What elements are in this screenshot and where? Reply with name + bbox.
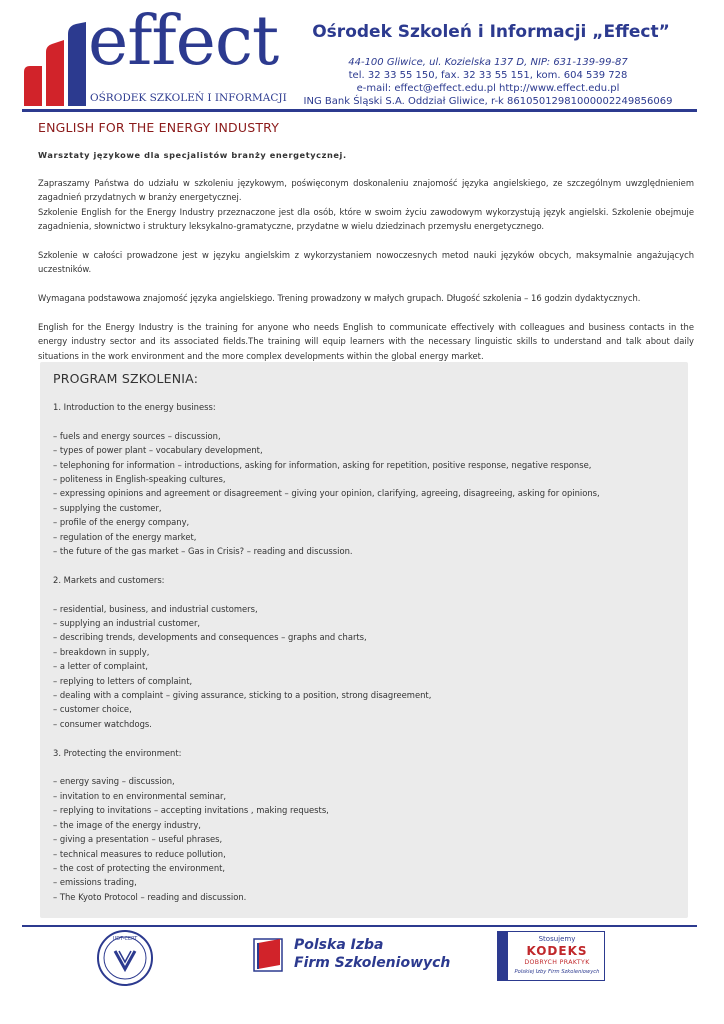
organization-name: Ośrodek Szkoleń i Informacji „Effect”: [312, 22, 670, 42]
section-heading: 2. Markets and customers:: [53, 574, 165, 585]
contact-phone: tel. 32 33 55 150, fax. 32 33 55 151, kom. 604 539 728: [348, 70, 628, 81]
book-flag-icon: [252, 935, 286, 973]
list-item: – expressing opinions and agreement or disagreement – giving your opinion, clarifying, agreeing, disagreeing, asking for opinions,: [53, 488, 600, 499]
list-item: – fuels and energy sources – discussion,: [53, 430, 221, 441]
logo-word: effect: [88, 2, 279, 81]
footer-divider: [22, 925, 697, 927]
intro-paragraph: Szkolenie w całości prowadzone jest w języku angielskim z wykorzystaniem nowoczesnych metod nauki języków obcych, maksymalnie angażujących uczestników.: [38, 250, 694, 275]
contact-block: [270, 56, 706, 108]
kodeks-main: KODEKS: [526, 944, 588, 958]
section-heading: 3. Protecting the environment:: [53, 747, 182, 758]
list-item: – the image of the energy industry,: [53, 819, 201, 830]
contact-address: 44-100 Gliwice, ul. Kozielska 137 D, NIP: 631-139-99-87: [348, 57, 628, 68]
list-item: – replying to invitations – accepting invitations , making requests,: [53, 805, 329, 816]
intro-paragraph: Szkolenie English for the Energy Industry przeznaczone jest dla osób, które w swoim życiu zawodowym wykorzystują język angielski. Szkolenie obejmuje zagadnienia, słownictwo i struktury leksykalno-gramatyczne, przydatne w wielu dziedzinach przemysłu energetycznego.: [38, 206, 694, 232]
list-item: – types of power plant – vocabulary development,: [53, 445, 263, 456]
list-item: – telephoning for information – introductions, asking for information, asking for repetition, positive response, negative response,: [53, 459, 592, 470]
list-item: – breakdown in supply,: [53, 646, 150, 657]
pifs-logo: [252, 935, 451, 975]
kodeks-strip: [498, 932, 508, 980]
document-title: ENGLISH FOR THE ENERGY INDUSTRY: [38, 120, 280, 135]
list-item: – politeness in English-speaking cultures,: [53, 474, 226, 485]
list-item: – emissions trading,: [53, 877, 137, 888]
program-title: PROGRAM SZKOLENIA:: [53, 371, 199, 386]
intro-text: [38, 176, 694, 378]
list-item: – supplying the customer,: [53, 502, 162, 513]
badge-text: UDT-CERT: [112, 936, 138, 942]
list-item: – regulation of the energy market,: [53, 531, 197, 542]
section-heading: 1. Introduction to the energy business:: [53, 402, 216, 412]
list-item: – the cost of protecting the environment,: [53, 862, 226, 873]
pifs-line-1: Polska Izba: [294, 937, 384, 953]
list-item: – energy saving – discussion,: [53, 776, 175, 787]
list-item: – technical measures to reduce pollution,: [53, 848, 226, 859]
logo-bars-icon: [22, 22, 88, 106]
intro-paragraph: Wymagana podstawowa znajomość języka angielskiego. Trening prowadzony w małych grupach. Długość szkolenia – 16 godzin dydaktycznych.: [38, 293, 641, 304]
list-item: – replying to letters of complaint,: [53, 675, 193, 686]
program-list: [53, 400, 678, 904]
list-item: – profile of the energy company,: [53, 517, 190, 528]
logo-tagline: OŚRODEK SZKOLEŃ I INFORMACJI: [90, 92, 287, 104]
contact-email-web[interactable]: e-mail: effect@effect.edu.pl http://www.effect.edu.pl: [356, 83, 620, 94]
pifs-line-2: Firm Szkoleniowych: [294, 955, 451, 971]
kodeks-sub: DOBRYCH PRAKTYK: [524, 959, 590, 966]
program-panel: [40, 362, 688, 918]
header-divider: [22, 109, 697, 112]
list-item: – dealing with a complaint – giving assurance, sticking to a position, strong disagreement,: [53, 690, 432, 701]
kodeks-badge: [497, 931, 605, 981]
list-item: – describing trends, developments and consequences – graphs and charts,: [53, 632, 367, 643]
letterhead: [0, 0, 724, 112]
list-item: – customer choice,: [53, 704, 132, 715]
kodeks-small: Polskiej Izby Firm Szkoleniowych: [514, 969, 600, 975]
list-item: – invitation to en environmental seminar,: [53, 790, 227, 801]
intro-paragraph: Zapraszamy Państwa do udziału w szkoleniu językowym, poświęconym doskonaleniu znajomość języka angielskiego, ze szczególnym uwzględnieniem zagadnień przydatnych w branży energetycznej.: [38, 178, 694, 203]
intro-paragraph: English for the Energy Industry is the training for anyone who needs English to communicate effectively with colleagues and business contacts in the energy industry sector and its associated fields.The training will equip learners with the necessary linguistic skills to understand and talk about daily situations in the work environment and the more complex developments within the global energy market.: [38, 322, 694, 361]
effect-logo: [22, 2, 287, 108]
contact-bank: ING Bank Śląski S.A. Oddział Gliwice, r-k 86105012981000002249856069: [303, 96, 673, 107]
list-item: – supplying an industrial customer,: [53, 618, 201, 629]
kodeks-top: Stosujemy: [538, 935, 576, 943]
document-subtitle: Warsztaty językowe dla specjalistów branży energetycznej.: [38, 150, 347, 160]
udt-cert-badge-icon: [96, 929, 154, 987]
list-item: – residential, business, and industrial customers,: [53, 603, 258, 614]
list-item: – a letter of complaint,: [53, 661, 148, 672]
list-item: – consumer watchdogs.: [53, 718, 152, 729]
list-item: – The Kyoto Protocol – reading and discussion.: [53, 891, 247, 902]
list-item: – giving a presentation – useful phrases,: [53, 834, 223, 845]
list-item: – the future of the gas market – Gas in Crisis? – reading and discussion.: [53, 546, 353, 557]
